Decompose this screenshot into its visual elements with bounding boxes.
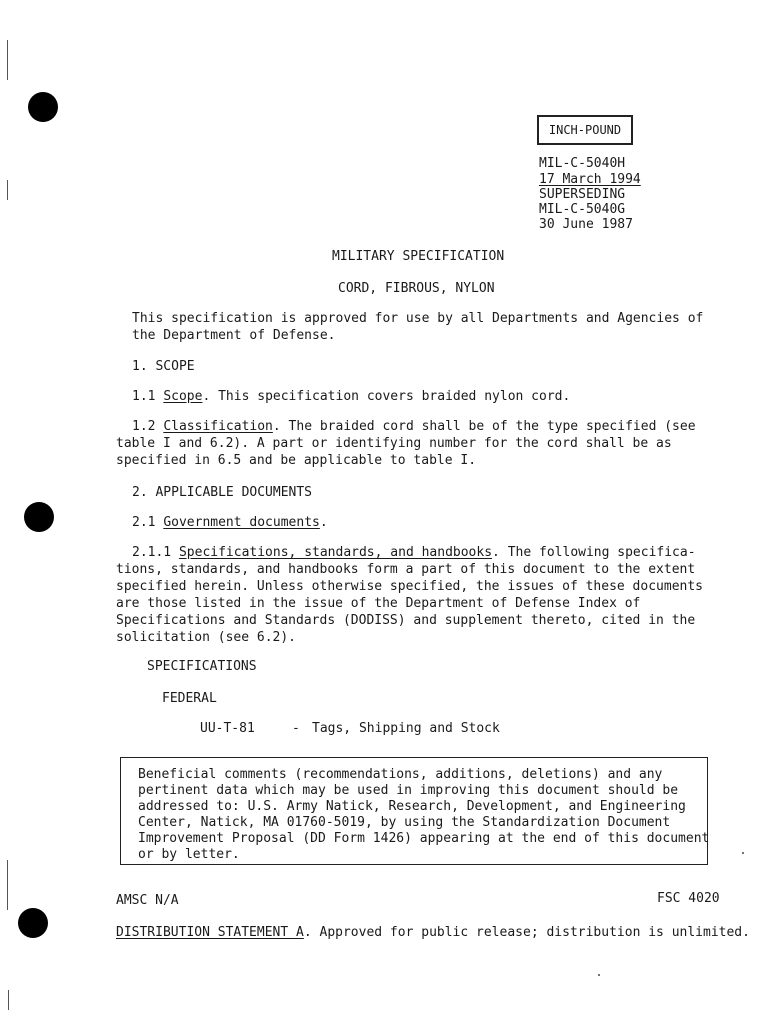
paragraph-text: . The following specifica- xyxy=(492,545,696,560)
distribution-text: . Approved for public release; distribution is unlimited. xyxy=(303,925,750,940)
paragraph-title: Specifications, standards, and handbooks xyxy=(178,545,493,560)
paragraph-2-1-1-line: Specifications and Standards (DODISS) and supplement thereto, cited in the xyxy=(116,613,696,628)
fsc-code: FSC 4020 xyxy=(657,891,720,906)
paragraph-1-2-line: table I and 6.2). A part or identifying number for the cord shall be as xyxy=(116,436,672,451)
scan-speck xyxy=(598,974,600,976)
distribution-statement xyxy=(116,924,750,941)
scan-edge-line xyxy=(8,990,9,1010)
notice-line: Improvement Proposal (DD Form 1426) appearing at the end of this document xyxy=(138,831,710,846)
notice-line: addressed to: U.S. Army Natick, Research, Development, and Engineering xyxy=(138,799,686,814)
notice-line: Center, Natick, MA 01760-5019, by using the Standardization Document xyxy=(138,815,671,830)
paragraph-title: Classification xyxy=(163,419,273,434)
scan-edge-line xyxy=(7,860,8,910)
paragraph-text: . xyxy=(319,515,328,530)
federal-item-id: UU-T-81 xyxy=(200,721,255,736)
binder-hole-middle xyxy=(24,502,54,532)
doc-date: 17 March 1994 xyxy=(539,172,641,187)
paragraph-number: 1.2 xyxy=(132,419,164,434)
paragraph-title: Scope xyxy=(163,389,203,404)
paragraph-2-1-1-line: solicitation (see 6.2). xyxy=(116,630,297,645)
scan-edge-line xyxy=(7,180,8,200)
spec-type-title: MILITARY SPECIFICATION xyxy=(332,249,505,264)
spec-name-title: CORD, FIBROUS, NYLON xyxy=(338,281,495,296)
superseded-number: MIL-C-5040G xyxy=(539,202,626,217)
notice-line: or by letter. xyxy=(138,847,240,862)
federal-label: FEDERAL xyxy=(162,691,217,706)
scan-edge-line xyxy=(7,40,8,80)
approval-line: the Department of Defense. xyxy=(132,328,336,343)
doc-number: MIL-C-5040H xyxy=(539,156,626,171)
paragraph-number: 2.1.1 xyxy=(132,545,179,560)
binder-hole-bottom xyxy=(18,908,48,938)
federal-item-title: Tags, Shipping and Stock xyxy=(312,721,500,736)
notice-line: pertinent data which may be used in improving this document should be xyxy=(138,783,679,798)
paragraph-2-1-1-line xyxy=(132,544,696,561)
specifications-label: SPECIFICATIONS xyxy=(147,659,257,674)
paragraph-1-2-line xyxy=(132,418,696,435)
superseded-date: 30 June 1987 xyxy=(539,217,633,232)
inch-pound-box xyxy=(537,115,633,145)
paragraph-1-2-line: specified in 6.5 and be applicable to table I. xyxy=(116,453,477,468)
superseding-label: SUPERSEDING xyxy=(539,187,626,202)
paragraph-number: 2.1 xyxy=(132,515,164,530)
amsc-code: AMSC N/A xyxy=(116,893,179,908)
federal-item-dash: - xyxy=(292,721,300,736)
paragraph-title: Government documents xyxy=(163,515,320,530)
paragraph-number: 1.1 xyxy=(132,389,164,404)
paragraph-2-1 xyxy=(132,514,328,531)
notice-line: Beneficial comments (recommendations, additions, deletions) and any xyxy=(138,767,663,782)
paragraph-1-1 xyxy=(132,388,570,405)
scan-speck xyxy=(742,852,744,854)
paragraph-2-1-1-line: tions, standards, and handbooks form a part of this document to the extent xyxy=(116,562,696,577)
paragraph-text: . The braided cord shall be of the type specified (see xyxy=(272,419,696,434)
paragraph-2-1-1-line: specified herein. Unless otherwise specified, the issues of these documents xyxy=(116,579,703,594)
comments-notice-box xyxy=(120,757,708,865)
section-heading-applicable-documents: 2. APPLICABLE DOCUMENTS xyxy=(132,485,313,500)
section-heading-scope: 1. SCOPE xyxy=(132,359,195,374)
binder-hole-top xyxy=(28,92,58,122)
paragraph-text: . This specification covers braided nylon cord. xyxy=(202,389,571,404)
approval-line: This specification is approved for use by all Departments and Agencies of xyxy=(132,311,704,326)
inch-pound-label: INCH-POUND xyxy=(548,123,622,137)
distribution-label: DISTRIBUTION STATEMENT A xyxy=(116,925,304,940)
paragraph-2-1-1-line: are those listed in the issue of the Department of Defense Index of xyxy=(116,596,641,611)
